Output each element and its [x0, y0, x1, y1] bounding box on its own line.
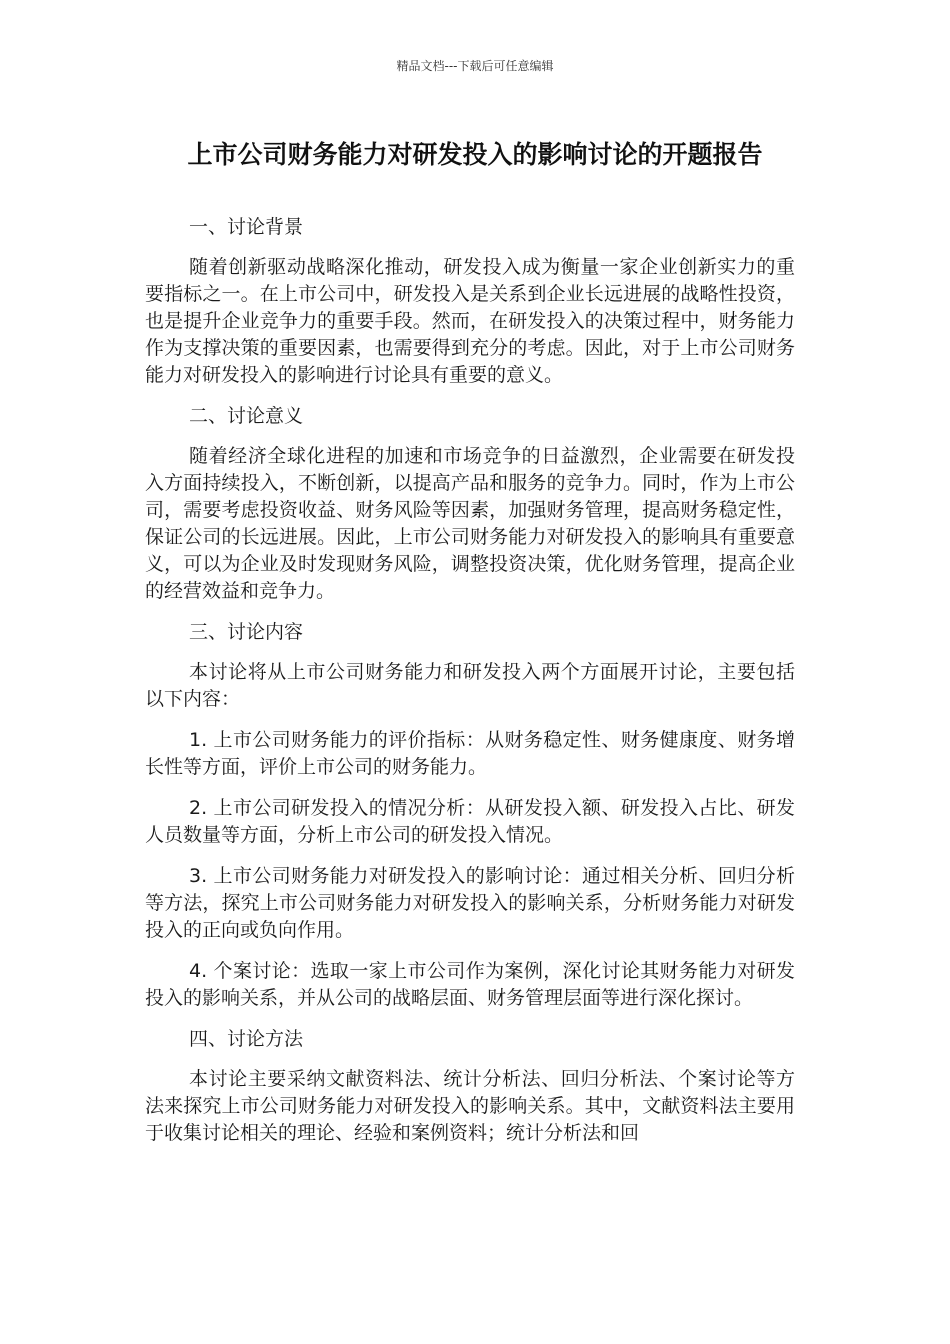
- paragraph-content-intro: 本讨论将从上市公司财务能力和研发投入两个方面展开讨论，主要包括以下内容：: [145, 661, 795, 710]
- document-body: [145, 214, 795, 1161]
- content-list-item-4: 4. 个案讨论：选取一家上市公司作为案例，深化讨论其财务能力对研发投入的影响关系，并从公司的战略层面、财务管理层面等进行深化探讨。: [145, 960, 795, 1009]
- section-heading-background: 一、讨论背景: [189, 216, 304, 238]
- paragraph-methods: 本讨论主要采纳文献资料法、统计分析法、回归分析法、个案讨论等方法来探究上市公司财务能力对研发投入的影响关系。其中，文献资料法主要用于收集讨论相关的理论、经验和案例资料；统计分析法和回: [145, 1068, 795, 1144]
- section-heading-methods: 四、讨论方法: [189, 1028, 304, 1050]
- paragraph-background: 随着创新驱动战略深化推动，研发投入成为衡量一家企业创新实力的重要指标之一。在上市公司中，研发投入是关系到企业长远进展的战略性投资，也是提升企业竞争力的重要手段。然而，在研发投入的决策过程中，财务能力作为支撑决策的重要因素，也需要得到充分的考虑。因此，对于上市公司财务能力对研发投入的影响进行讨论具有重要的意义。: [145, 256, 795, 386]
- paragraph-significance: 随着经济全球化进程的加速和市场竞争的日益激烈，企业需要在研发投入方面持续投入，不断创新，以提高产品和服务的竞争力。同时，作为上市公司，需要考虑投资收益、财务风险等因素，加强财务管理，提高财务稳定性，保证公司的长远进展。因此，上市公司财务能力对研发投入的影响具有重要意义，可以为企业及时发现财务风险，调整投资决策，优化财务管理，提高企业的经营效益和竞争力。: [145, 445, 795, 602]
- header-watermark: 精品文档---下载后可任意编辑: [396, 59, 554, 73]
- section-heading-significance: 二、讨论意义: [189, 405, 304, 427]
- document-title: 上市公司财务能力对研发投入的影响讨论的开题报告: [187, 140, 763, 169]
- content-list-item-2: 2. 上市公司研发投入的情况分析：从研发投入额、研发投入占比、研发人员数量等方面，分析上市公司的研发投入情况。: [145, 797, 795, 846]
- section-heading-content: 三、讨论内容: [189, 621, 304, 643]
- content-list-item-1: 1. 上市公司财务能力的评价指标：从财务稳定性、财务健康度、财务增长性等方面，评价上市公司的财务能力。: [145, 729, 795, 778]
- content-list-item-3: 3. 上市公司财务能力对研发投入的影响讨论：通过相关分析、回归分析等方法，探究上市公司财务能力对研发投入的影响关系，分析财务能力对研发投入的正向或负向作用。: [145, 865, 795, 941]
